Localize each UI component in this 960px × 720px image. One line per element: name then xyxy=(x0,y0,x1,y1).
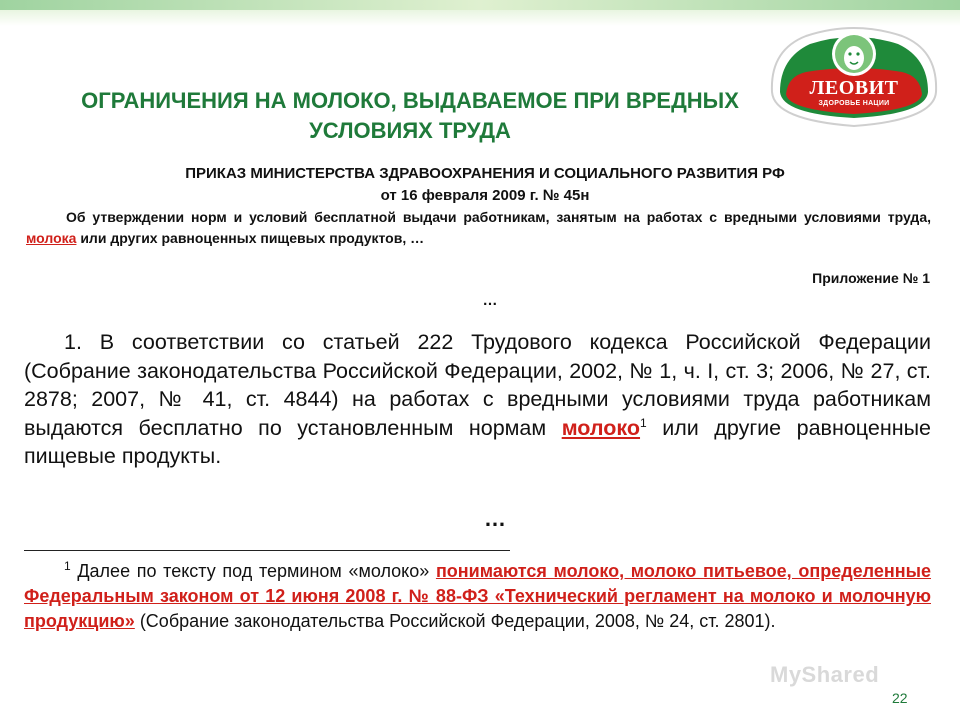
top-decor-bar xyxy=(0,0,960,10)
main-paragraph-milk: молоко xyxy=(561,415,641,440)
main-paragraph xyxy=(24,328,931,471)
main-paragraph-before: 1. В соответствии со статьей 222 Трудового кодекса Российской Федерации (Собрание законодательства Российской Федерации, 2002, № 1, ч. I, ст. 3; 2006, № 27, ст. 2878; 2007, № 41, ст. 4844) на работах с вредными условиями труда работникам выдаются бесплатно по установленным нормам xyxy=(24,330,931,440)
leovit-logo xyxy=(766,20,942,128)
logo-slogan-text: ЗДОРОВЬЕ НАЦИИ xyxy=(818,100,890,107)
logo-brand-text: ЛЕОВИТ xyxy=(809,77,899,99)
footnote-divider xyxy=(24,550,510,551)
order-about-milk-link: молока xyxy=(26,230,77,246)
appendix-label: Приложение № 1 xyxy=(812,270,930,286)
ellipsis-large: … xyxy=(484,506,506,531)
main-paragraph-footnote-ref: 1 xyxy=(640,415,647,430)
order-heading-line2: от 16 февраля 2009 г. № 45н xyxy=(380,187,590,204)
footnote-after: (Собрание законодательства Российской Федерации, 2008, № 24, ст. 2801). xyxy=(134,611,776,631)
order-heading xyxy=(40,163,930,207)
watermark: MyShared xyxy=(770,662,880,687)
footnote-highlight: понимаются молоко, молоко питьевое, определенные Федеральным законом от 12 июня 2008 г. № 88-ФЗ «Технический регламент на молоко и молочную продукцию» xyxy=(24,561,931,631)
footnote xyxy=(24,559,931,634)
ellipsis-small: … xyxy=(482,292,498,309)
footnote-before: Далее по тексту под термином «молоко» xyxy=(70,561,436,581)
footnote-marker: 1 xyxy=(64,559,71,573)
page-title: ОГРАНИЧЕНИЯ НА МОЛОКО, ВЫДАВАЕМОЕ ПРИ ВРЕДНЫХ УСЛОВИЯХ ТРУДА xyxy=(81,88,739,143)
order-heading-line1: ПРИКАЗ МИНИСТЕРСТВА ЗДРАВООХРАНЕНИЯ И СОЦИАЛЬНОГО РАЗВИТИЯ РФ xyxy=(185,165,785,182)
order-about-before: Об утверждении норм и условий бесплатной выдачи работникам, занятым на работах с вредными условиями труда, xyxy=(66,209,931,225)
order-about xyxy=(26,207,931,249)
page-number: 22 xyxy=(892,690,908,706)
order-about-after: или других равноценных пищевых продуктов, … xyxy=(76,230,425,246)
main-paragraph-after: или другие равноценные пищевые продукты. xyxy=(24,415,931,468)
lion-head-icon xyxy=(766,20,942,128)
